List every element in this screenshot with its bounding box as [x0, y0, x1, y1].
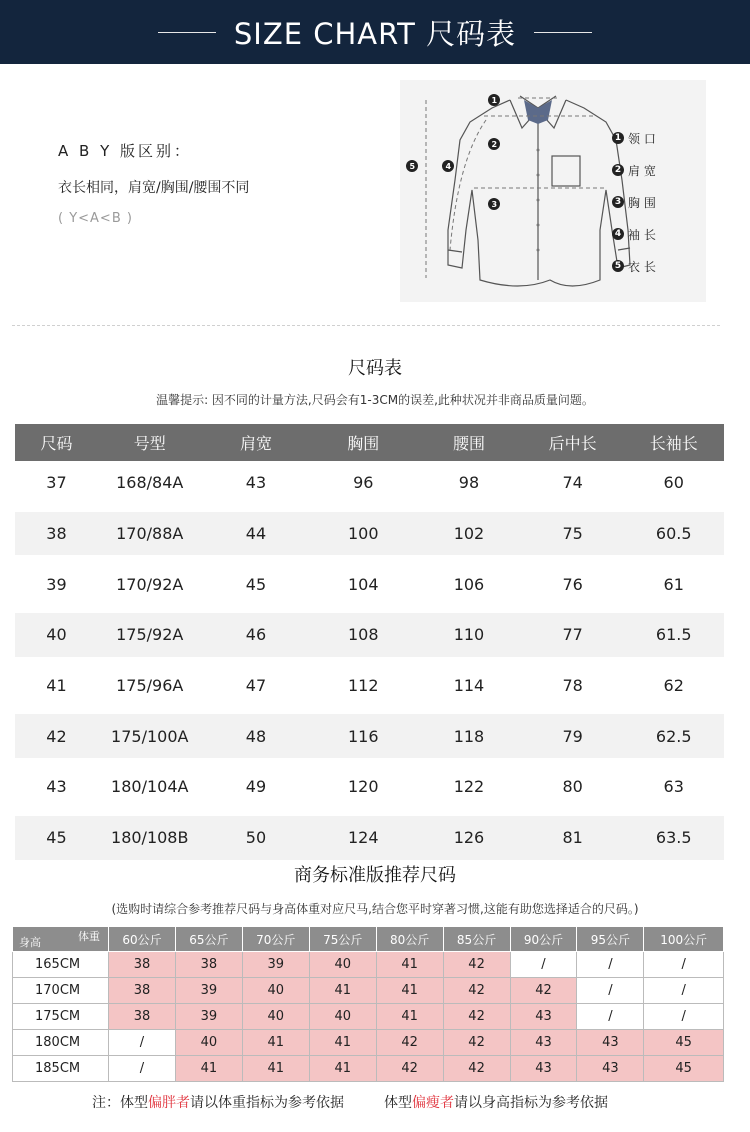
- table-cell: 112: [347, 676, 379, 696]
- size-cell: 41: [242, 1056, 309, 1082]
- size-cell: 40: [242, 1004, 309, 1030]
- table-cell: 96: [353, 473, 374, 493]
- size-cell: 38: [109, 1004, 176, 1030]
- size-chart-note: 温馨提示: 因不同的计量方法,尺码会有1-3CM的误差,此种状况并非商品质量问题。: [156, 393, 594, 407]
- fit-order: ( Y<A<B ): [58, 211, 133, 226]
- height-cell: 175CM: [13, 1004, 109, 1030]
- weight-header: 95公斤: [577, 927, 644, 952]
- table-cell: 126: [416, 816, 522, 860]
- corner-cell: [13, 927, 109, 952]
- table-cell: 180/108B: [98, 816, 202, 860]
- size-cell: 42: [443, 1030, 510, 1056]
- table-cell: 77: [522, 613, 624, 657]
- size-cell: /: [109, 1056, 176, 1082]
- corner-weight-label: 体重: [78, 930, 100, 943]
- table-cell: 45: [245, 574, 267, 594]
- table-cell: 170/88A: [98, 512, 202, 556]
- table-cell: 38: [15, 512, 98, 556]
- col-header: 胸围: [310, 424, 416, 461]
- size-cell: 42: [443, 1004, 510, 1030]
- col-header: 后中长: [522, 424, 624, 461]
- table-cell: 76: [562, 574, 583, 594]
- table-cell: 102: [416, 512, 522, 556]
- size-cell: 43: [577, 1030, 644, 1056]
- fit-heading: A B Y 版区别：: [58, 142, 193, 160]
- size-cell: 40: [242, 978, 309, 1004]
- banner-rule-left: [158, 32, 216, 33]
- banner-title: SIZE CHART 尺码表: [233, 16, 517, 51]
- legend-label: 袖 长: [628, 227, 656, 242]
- size-cell: 43: [510, 1004, 577, 1030]
- height-cell: 170CM: [13, 978, 109, 1004]
- corner-height-label: 身高: [19, 936, 41, 949]
- recommend-table: [12, 926, 724, 1082]
- col-header: 肩宽: [202, 424, 311, 461]
- table-cell: 43: [46, 777, 67, 797]
- table-row: [15, 461, 724, 505]
- table-row: [13, 952, 724, 978]
- fit-detail: 衣长相同，肩宽/胸围/腰围不同: [58, 180, 250, 196]
- table-cell: 46: [202, 613, 311, 657]
- size-cell: 41: [376, 952, 443, 978]
- legend-item-collar: [612, 122, 656, 154]
- weight-header: 75公斤: [309, 927, 376, 952]
- legend-item-length: [612, 250, 656, 282]
- table-cell: 41: [46, 676, 67, 696]
- svg-text:2: 2: [491, 140, 498, 149]
- table-cell: 78: [562, 676, 583, 696]
- section-divider: [12, 325, 720, 326]
- height-cell: 185CM: [13, 1056, 109, 1082]
- legend-number: 4: [612, 228, 624, 240]
- col-header: 尺码: [15, 424, 98, 461]
- fit-description: [58, 140, 249, 226]
- size-cell: 40: [309, 952, 376, 978]
- size-cell: 41: [376, 978, 443, 1004]
- size-cell: 45: [644, 1030, 724, 1056]
- size-cell: 38: [109, 978, 176, 1004]
- legend-label: 衣 长: [628, 259, 656, 274]
- size-cell: 41: [242, 1030, 309, 1056]
- table-cell: 104: [347, 574, 379, 594]
- size-cell: 42: [510, 978, 577, 1004]
- legend-number: 2: [612, 164, 624, 176]
- size-cell: 42: [376, 1030, 443, 1056]
- table-row: [15, 714, 724, 758]
- table-cell: 47: [245, 676, 267, 696]
- size-cell: /: [109, 1030, 176, 1056]
- row-spacer: [15, 758, 724, 765]
- legend-label: 领 口: [628, 131, 656, 146]
- footer-a3: 请以体重指标为参考依据: [190, 1095, 344, 1111]
- table-cell: 120: [347, 777, 379, 797]
- table-row: [15, 765, 724, 809]
- shirt-diagram: [400, 80, 706, 302]
- size-cell: /: [577, 952, 644, 978]
- size-cell: 39: [242, 952, 309, 978]
- weight-header: 65公斤: [175, 927, 242, 952]
- table-cell: 80: [562, 777, 583, 797]
- banner-rule-right: [534, 32, 592, 33]
- size-cell: /: [577, 978, 644, 1004]
- table-row: [15, 816, 724, 860]
- legend-label: 肩 宽: [628, 163, 656, 178]
- table-cell: 106: [453, 574, 485, 594]
- legend-number: 1: [612, 132, 624, 144]
- table-cell: 40: [15, 613, 98, 657]
- size-header-row: [15, 424, 724, 461]
- table-cell: 98: [458, 473, 480, 493]
- table-cell: 45: [15, 816, 98, 860]
- table-cell: 43: [245, 473, 267, 493]
- height-cell: 180CM: [13, 1030, 109, 1056]
- size-cell: 41: [309, 1056, 376, 1082]
- size-cell: 45: [644, 1056, 724, 1082]
- weight-header: 90公斤: [510, 927, 577, 952]
- size-cell: 39: [175, 978, 242, 1004]
- row-spacer: [15, 707, 724, 714]
- row-spacer: [15, 657, 724, 664]
- table-row: [15, 512, 724, 556]
- recommend-table-body: [13, 952, 724, 1082]
- size-cell: /: [644, 952, 724, 978]
- table-cell: 61.5: [623, 613, 724, 657]
- size-cell: 39: [175, 1004, 242, 1030]
- table-cell: 180/104A: [111, 777, 189, 797]
- size-chart-table: [15, 424, 724, 860]
- table-row: [15, 613, 724, 657]
- table-cell: 60: [663, 473, 684, 493]
- weight-header: 80公斤: [376, 927, 443, 952]
- size-cell: 41: [309, 1030, 376, 1056]
- table-cell: 110: [416, 613, 522, 657]
- size-cell: 41: [376, 1004, 443, 1030]
- table-cell: 63.5: [623, 816, 724, 860]
- recommend-note: (选购时请综合参考推荐尺码与身高体重对应尺马,结合您平时穿著习惯,这能有助您选择适合的尺码。): [111, 902, 639, 916]
- table-cell: 62.5: [623, 714, 724, 758]
- table-cell: 175/92A: [98, 613, 202, 657]
- size-cell: 42: [443, 1056, 510, 1082]
- size-cell: 40: [175, 1030, 242, 1056]
- size-cell: /: [577, 1004, 644, 1030]
- table-cell: 62: [663, 676, 684, 696]
- table-cell: 61: [663, 574, 684, 594]
- table-cell: 50: [202, 816, 311, 860]
- table-cell: 49: [245, 777, 267, 797]
- size-cell: 42: [443, 978, 510, 1004]
- table-cell: 175/100A: [98, 714, 202, 758]
- table-cell: 74: [562, 473, 583, 493]
- table-cell: 170/92A: [116, 574, 184, 594]
- footer-note: [92, 1092, 608, 1112]
- legend-item-shoulder: [612, 154, 656, 186]
- row-spacer: [15, 555, 724, 562]
- table-cell: 116: [310, 714, 416, 758]
- size-cell: /: [510, 952, 577, 978]
- table-cell: 81: [522, 816, 624, 860]
- table-cell: 60.5: [623, 512, 724, 556]
- size-cell: 41: [175, 1056, 242, 1082]
- table-cell: 44: [202, 512, 311, 556]
- size-table-body: [15, 461, 724, 860]
- row-spacer: [15, 505, 724, 512]
- shirt-illustration: [400, 80, 706, 302]
- size-cell: 41: [309, 978, 376, 1004]
- table-cell: 75: [522, 512, 624, 556]
- col-header: 号型: [98, 424, 202, 461]
- table-row: [15, 562, 724, 606]
- row-spacer: [15, 606, 724, 613]
- table-row: [15, 664, 724, 708]
- table-cell: 124: [310, 816, 416, 860]
- col-header: 长袖长: [623, 424, 724, 461]
- legend-label: 胸 围: [628, 195, 656, 210]
- footer-b3: 请以身高指标为参考依据: [454, 1095, 608, 1111]
- weight-header: 85公斤: [443, 927, 510, 952]
- footer-b2: 偏瘦者: [412, 1095, 454, 1111]
- recommend-header-row: [13, 927, 724, 952]
- table-row: [13, 1004, 724, 1030]
- size-cell: 42: [376, 1056, 443, 1082]
- size-cell: 43: [510, 1056, 577, 1082]
- row-spacer: [15, 809, 724, 816]
- footer-b1: 体型: [384, 1095, 412, 1111]
- svg-text:1: 1: [491, 96, 498, 105]
- legend-number: 5: [612, 260, 624, 272]
- size-cell: /: [644, 1004, 724, 1030]
- table-row: [13, 978, 724, 1004]
- table-cell: 122: [453, 777, 485, 797]
- table-cell: 42: [15, 714, 98, 758]
- legend-number: 3: [612, 196, 624, 208]
- footer-a1: 注：体型: [92, 1095, 148, 1111]
- table-cell: 168/84A: [116, 473, 184, 493]
- size-cell: 43: [510, 1030, 577, 1056]
- size-cell: 42: [443, 952, 510, 978]
- size-cell: 40: [309, 1004, 376, 1030]
- weight-header: 100公斤: [644, 927, 724, 952]
- table-cell: 100: [310, 512, 416, 556]
- svg-text:5: 5: [409, 162, 416, 171]
- col-header: 腰围: [416, 424, 522, 461]
- table-cell: 39: [46, 574, 67, 594]
- size-cell: 43: [577, 1056, 644, 1082]
- svg-text:3: 3: [491, 200, 498, 209]
- table-cell: 118: [416, 714, 522, 758]
- table-cell: 79: [522, 714, 624, 758]
- legend-item-chest: [612, 186, 656, 218]
- table-cell: 108: [310, 613, 416, 657]
- size-cell: 38: [175, 952, 242, 978]
- table-cell: 63: [663, 777, 684, 797]
- height-cell: 165CM: [13, 952, 109, 978]
- table-row: [13, 1056, 724, 1082]
- size-cell: 38: [109, 952, 176, 978]
- measurement-legend: [612, 122, 656, 282]
- table-row: [13, 1030, 724, 1056]
- table-cell: 48: [202, 714, 311, 758]
- legend-item-sleeve: [612, 218, 656, 250]
- weight-header: 60公斤: [109, 927, 176, 952]
- size-cell: /: [644, 978, 724, 1004]
- size-chart-title: 尺码表: [348, 358, 402, 379]
- svg-text:4: 4: [445, 162, 452, 171]
- weight-header: 70公斤: [242, 927, 309, 952]
- recommend-title: 商务标准版推荐尺码: [294, 865, 456, 886]
- header-banner: [0, 0, 750, 64]
- table-cell: 37: [46, 473, 67, 493]
- footer-a2: 偏胖者: [148, 1095, 190, 1111]
- table-cell: 114: [453, 676, 485, 696]
- table-cell: 175/96A: [116, 676, 184, 696]
